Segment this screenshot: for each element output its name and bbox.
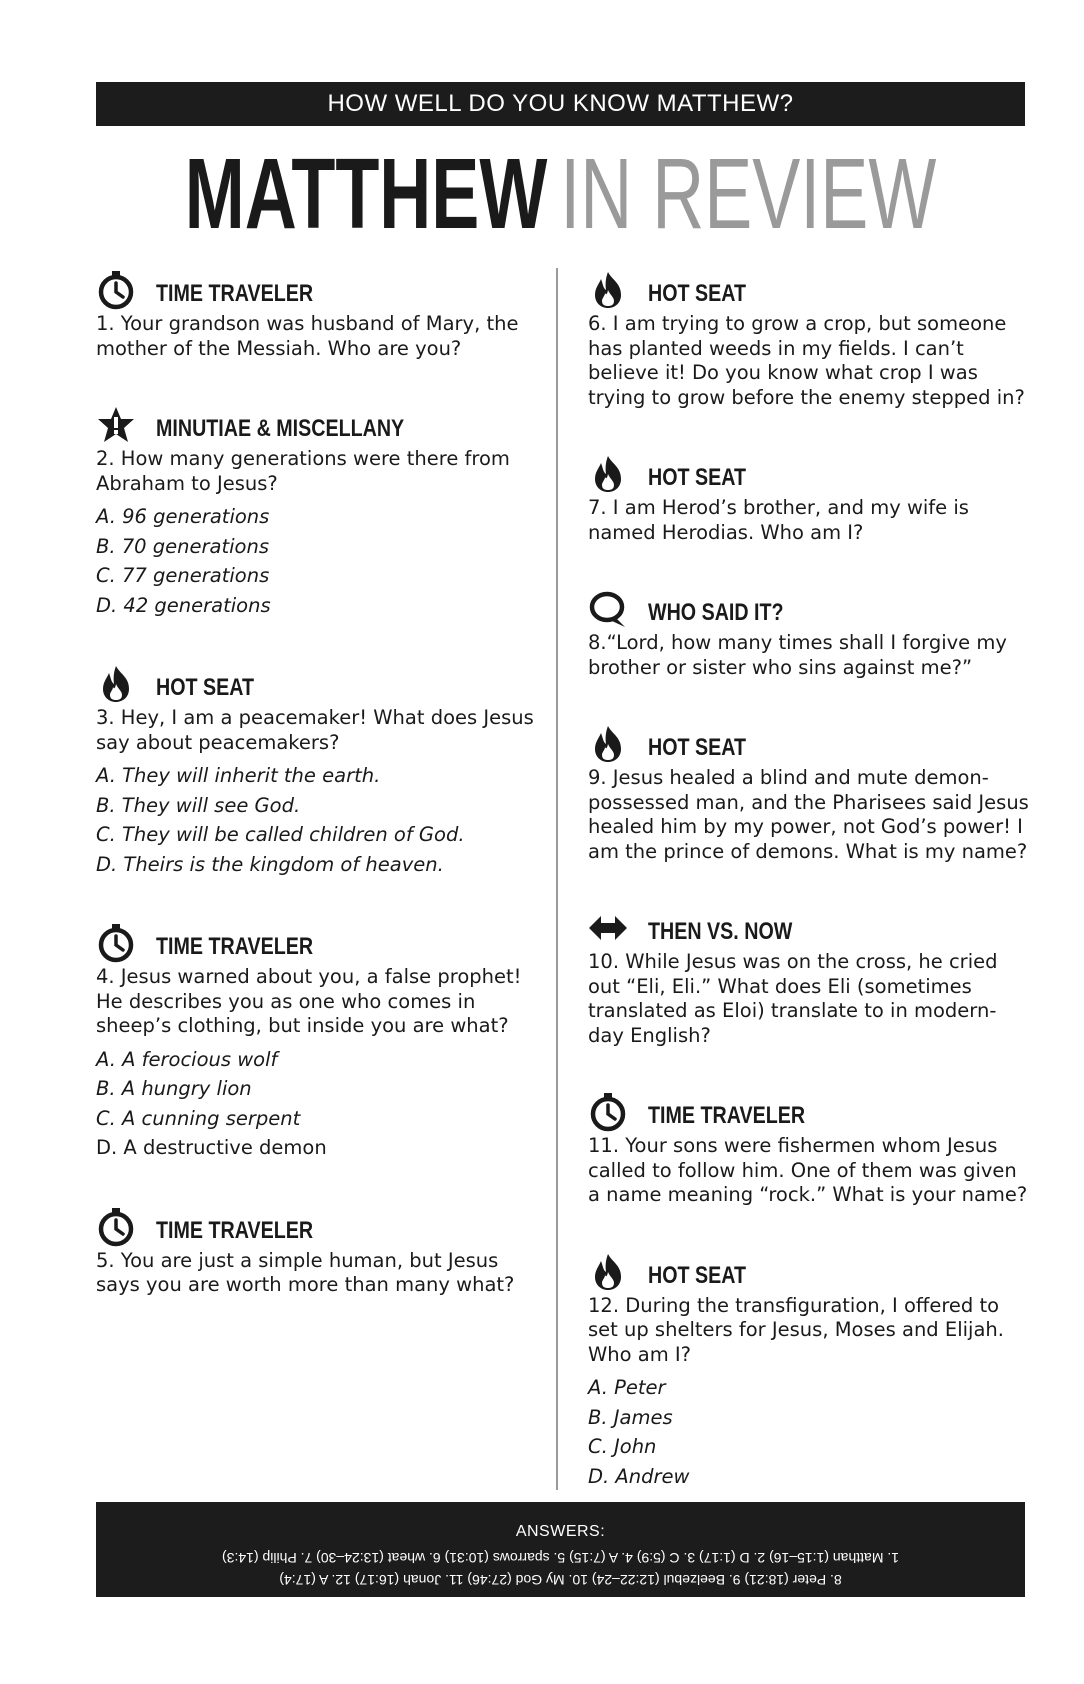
question-block xyxy=(96,1199,536,1298)
header-bar xyxy=(96,82,1025,126)
answer-option: C. A cunning serpent xyxy=(96,1106,301,1130)
question-block xyxy=(588,262,1032,410)
left-column xyxy=(96,262,536,1334)
question-category: TIME TRAVELER xyxy=(156,933,314,960)
question-header xyxy=(588,446,1032,494)
question-header xyxy=(588,900,1032,948)
question-block xyxy=(96,915,536,1163)
answers-line-2: 8. Peter (18:21) 9. Beelzebul (12:22–24) 10. My God (27:46) 11. Jonah (16:17) 12. A (17:4) xyxy=(279,1572,842,1588)
question-block xyxy=(96,262,536,361)
answer-option: B. They will see God. xyxy=(96,793,301,817)
header-subtitle: HOW WELL DO YOU KNOW MATTHEW? xyxy=(327,90,794,117)
question-block xyxy=(96,397,536,620)
flame-icon xyxy=(588,1252,628,1292)
question-header xyxy=(96,656,536,704)
flame-icon xyxy=(588,270,628,310)
answer-option: D. Theirs is the kingdom of heaven. xyxy=(96,852,444,876)
answer-options xyxy=(588,1373,1032,1491)
question-text: 11. Your sons were fishermen whom Jesus called to follow him. One of them was given a name meaning “rock.” What is your name? xyxy=(588,1134,1028,1206)
question-block xyxy=(96,656,536,879)
question-header xyxy=(588,1084,1032,1132)
question-block xyxy=(588,1084,1032,1208)
flame-icon xyxy=(96,664,136,704)
question-category: THEN VS. NOW xyxy=(648,918,793,945)
question-text: 2. How many generations were there from Abraham to Jesus? xyxy=(96,447,510,495)
question-header xyxy=(96,262,536,310)
title-part-2: IN REVIEW xyxy=(560,138,937,250)
answer-option: D. A destructive demon xyxy=(96,1136,327,1159)
title-part-1: MATTHEW xyxy=(184,138,548,250)
answer-option: A. 96 generations xyxy=(96,505,270,528)
answer-option: A. Peter xyxy=(588,1376,666,1399)
question-category: HOT SEAT xyxy=(648,1261,747,1289)
question-text: 8.“Lord, how many times shall I forgive my brother or sister who sins against me?” xyxy=(588,631,1007,679)
question-category: WHO SAID IT? xyxy=(648,599,784,626)
stopwatch-icon xyxy=(588,1092,628,1132)
answers-line-1: 1. Matthan (1:15–16) 2. D (1:17) 3. C (5:9) 4. A (7:15) 5. sparrows (10:31) 6. wheat (13:24–30) 7. Philip (14:3) xyxy=(221,1550,900,1566)
question-block xyxy=(588,1244,1032,1492)
answer-option: A. They will inherit the earth. xyxy=(96,764,381,787)
question-text: 3. Hey, I am a peacemaker! What does Jesus say about peacemakers? xyxy=(96,706,534,754)
question-category: TIME TRAVELER xyxy=(156,1216,314,1244)
question-block xyxy=(588,716,1032,864)
question-header xyxy=(588,1244,1032,1292)
question-text: 6. I am trying to grow a crop, but someone has planted weeds in my fields. I can’t believe it! Do you know what crop I was trying to grow before the enemy stepped in? xyxy=(588,312,1025,409)
answer-option: C. They will be called children of God. xyxy=(96,823,465,846)
flame-icon xyxy=(588,454,628,494)
answers-box xyxy=(96,1502,1025,1597)
question-header xyxy=(588,262,1032,310)
question-category: MINUTIAE & MISCELLANY xyxy=(156,415,405,442)
answers-upside-down xyxy=(96,1547,1025,1591)
answer-option: C. 77 generations xyxy=(96,564,270,587)
question-category: HOT SEAT xyxy=(648,280,747,307)
star-exclamation-icon xyxy=(96,405,136,445)
answer-option: C. John xyxy=(588,1435,657,1458)
question-header xyxy=(588,581,1032,629)
answer-option: A. A ferocious wolf xyxy=(96,1047,278,1071)
question-block xyxy=(588,446,1032,545)
question-header xyxy=(96,915,536,963)
column-divider xyxy=(556,268,558,1490)
question-text: 12. During the transfiguration, I offered to set up shelters for Jesus, Moses and Elijah. Who am I? xyxy=(588,1293,1004,1366)
speech-bubble-icon xyxy=(588,589,628,629)
answer-option: B. James xyxy=(588,1405,673,1429)
answer-options xyxy=(96,1045,536,1163)
right-column xyxy=(588,262,1032,1527)
answers-heading: ANSWERS: xyxy=(515,1523,606,1540)
question-text: 5. You are just a simple human, but Jesus says you are worth more than many what? xyxy=(96,1248,515,1296)
question-category: TIME TRAVELER xyxy=(156,280,314,307)
question-text: 10. While Jesus was on the cross, he cried out “Eli, Eli.” What does Eli (sometimes translated as Eloi) translate to in modern-day English? xyxy=(588,950,998,1047)
question-category: HOT SEAT xyxy=(648,464,747,491)
answer-option: D. 42 generations xyxy=(96,593,271,617)
question-category: TIME TRAVELER xyxy=(648,1102,806,1129)
answer-option: D. Andrew xyxy=(588,1464,690,1488)
question-header xyxy=(96,397,536,445)
page-title xyxy=(184,138,937,250)
question-text: 9. Jesus healed a blind and mute demon-possessed man, and the Pharisees said Jesus healed him by my power, not God’s power! I am the prince of demons. What is my name? xyxy=(588,766,1029,863)
question-text: 7. I am Herod’s brother, and my wife is named Herodias. Who am I? xyxy=(588,496,969,544)
stopwatch-icon xyxy=(96,923,136,963)
question-category: HOT SEAT xyxy=(648,734,747,761)
answer-option: B. 70 generations xyxy=(96,534,269,558)
question-header xyxy=(96,1199,536,1247)
flame-icon xyxy=(588,724,628,764)
answer-options xyxy=(96,761,536,879)
double-arrow-icon xyxy=(588,908,628,948)
answer-options xyxy=(96,502,536,620)
stopwatch-icon xyxy=(96,1207,136,1247)
question-text: 1. Your grandson was husband of Mary, the mother of the Messiah. Who are you? xyxy=(96,312,519,360)
stopwatch-icon xyxy=(96,270,136,310)
question-category: HOT SEAT xyxy=(156,674,255,701)
answer-option: B. A hungry lion xyxy=(96,1077,252,1100)
question-block xyxy=(588,581,1032,680)
question-header xyxy=(588,716,1032,764)
question-block xyxy=(588,900,1032,1048)
question-text: 4. Jesus warned about you, a false prophet! He describes you as one who comes in sheep’s clothing, but inside you are what? xyxy=(96,965,522,1037)
